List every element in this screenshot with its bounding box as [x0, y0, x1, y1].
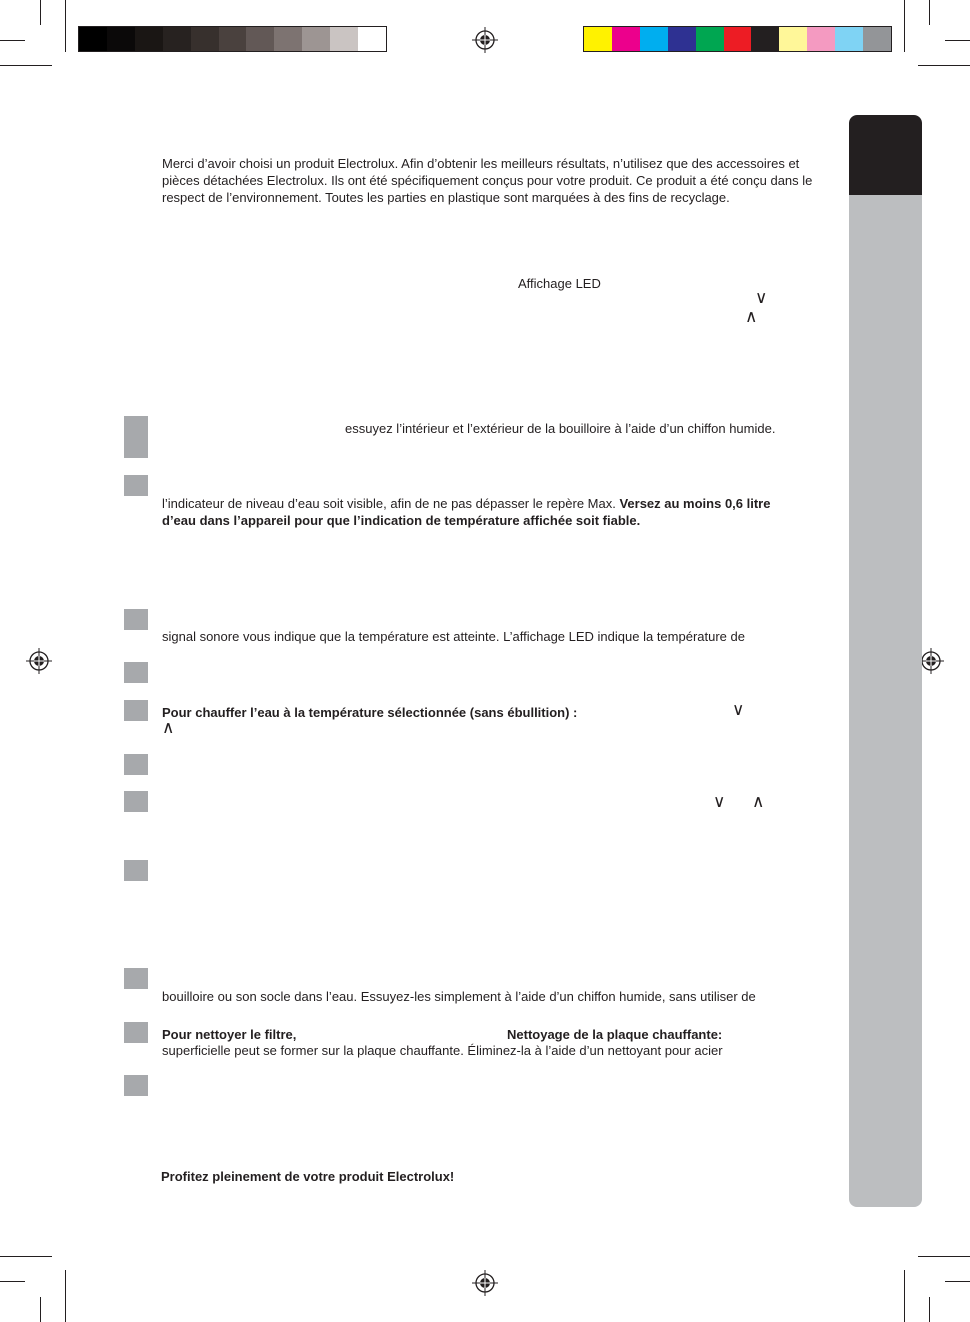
step-2-regular: l’indicateur de niveau d’eau soit visible, afin de ne pas dépasser le repère Max.: [162, 496, 616, 511]
gray-swatch: [219, 27, 247, 51]
intro-line-1: Merci d’avoir choisi un produit Electrolux. Afin d’obtenir les meilleurs résultats, n’utilisez que des accessoires et: [162, 156, 800, 171]
step-2-bold-b: d’eau dans l’appareil pour que l’indication de température affichée soit fiable.: [162, 513, 641, 528]
step-marker-5: [124, 700, 148, 721]
step-10-bold-a: Pour nettoyer le filtre,: [162, 1027, 297, 1042]
step-marker-6: [124, 754, 148, 775]
crop-mark: [65, 1270, 66, 1322]
color-swatch: [668, 27, 696, 51]
step-marker-3: [124, 609, 148, 630]
step-2-bold-a: Versez au moins 0,6 litre: [619, 496, 771, 511]
chevron-down-icon: ∨: [713, 792, 726, 811]
crop-mark: [0, 1256, 52, 1257]
crop-mark: [0, 1281, 25, 1282]
step-10-bold-b: Nettoyage de la plaque chauffante:: [507, 1027, 723, 1042]
crop-mark: [40, 0, 41, 25]
crop-mark: [0, 65, 52, 66]
step-1-text: essuyez l’intérieur et l’extérieur de la bouilloire à l’aide d’un chiffon humide.: [345, 421, 776, 436]
registration-mark-bottom: [472, 1270, 498, 1296]
gray-swatch: [274, 27, 302, 51]
step-5-bold: Pour chauffer l’eau à la température sélectionnée (sans ébullition) :: [162, 705, 578, 720]
color-swatch: [807, 27, 835, 51]
gray-swatch: [330, 27, 358, 51]
crop-mark: [40, 1297, 41, 1322]
registration-mark-left: [26, 648, 52, 674]
chevron-up-icon: ∧: [745, 307, 758, 326]
crop-mark: [0, 40, 25, 41]
color-swatch: [584, 27, 612, 51]
gray-swatch: [191, 27, 219, 51]
color-scale-bar: [583, 26, 892, 52]
language-tab: [849, 115, 922, 195]
color-swatch: [640, 27, 668, 51]
registration-mark-top: [472, 27, 498, 53]
gray-swatch: [358, 27, 386, 51]
color-swatch: [779, 27, 807, 51]
color-swatch: [612, 27, 640, 51]
side-panel: [849, 115, 922, 1207]
gray-swatch: [107, 27, 135, 51]
color-swatch: [751, 27, 779, 51]
color-swatch: [835, 27, 863, 51]
crop-mark: [929, 1297, 930, 1322]
step-10-text: superficielle peut se former sur la plaque chauffante. Éliminez-la à l’aide d’un nettoyant pour acier: [162, 1043, 723, 1058]
crop-mark: [904, 1270, 905, 1322]
step-marker-1: [124, 416, 148, 458]
gray-swatch: [163, 27, 191, 51]
crop-mark: [65, 0, 66, 52]
step-9-text: bouilloire ou son socle dans l’eau. Essuyez-les simplement à l’aide d’un chiffon humide, sans utiliser de: [162, 989, 756, 1004]
crop-mark: [945, 1281, 970, 1282]
step-marker-8: [124, 860, 148, 881]
crop-mark: [945, 40, 970, 41]
color-swatch: [696, 27, 724, 51]
step-3-text: signal sonore vous indique que la température est atteinte. L’affichage LED indique la température de: [162, 629, 745, 644]
intro-line-3: respect de l’environnement. Toutes les parties en plastique sont marquées à des fins de recyclage.: [162, 190, 730, 205]
gray-swatch: [302, 27, 330, 51]
chevron-down-icon: ∨: [755, 288, 768, 307]
step-2-text: [162, 495, 770, 512]
chevron-up-icon: ∧: [752, 792, 765, 811]
closing-line: Profitez pleinement de votre produit Electrolux!: [161, 1169, 455, 1184]
gray-swatch: [79, 27, 107, 51]
chevron-up-icon: ∧: [162, 718, 175, 737]
chevron-down-icon: ∨: [732, 700, 745, 719]
crop-mark: [904, 0, 905, 52]
gray-scale-bar: [78, 26, 387, 52]
step-marker-7: [124, 791, 148, 812]
led-display-label: Affichage LED: [518, 276, 601, 291]
step-marker-2: [124, 475, 148, 496]
color-swatch: [863, 27, 891, 51]
step-marker-4: [124, 662, 148, 683]
color-swatch: [724, 27, 752, 51]
crop-mark: [918, 65, 970, 66]
step-marker-11: [124, 1075, 148, 1096]
intro-line-2: pièces détachées Electrolux. Ils ont été spécifiquement conçus pour votre produit. Ce produit a été conçu dans le: [162, 173, 813, 188]
crop-mark: [918, 1256, 970, 1257]
gray-swatch: [246, 27, 274, 51]
gray-swatch: [135, 27, 163, 51]
step-marker-10: [124, 1022, 148, 1043]
step-marker-9: [124, 968, 148, 989]
crop-mark: [929, 0, 930, 25]
